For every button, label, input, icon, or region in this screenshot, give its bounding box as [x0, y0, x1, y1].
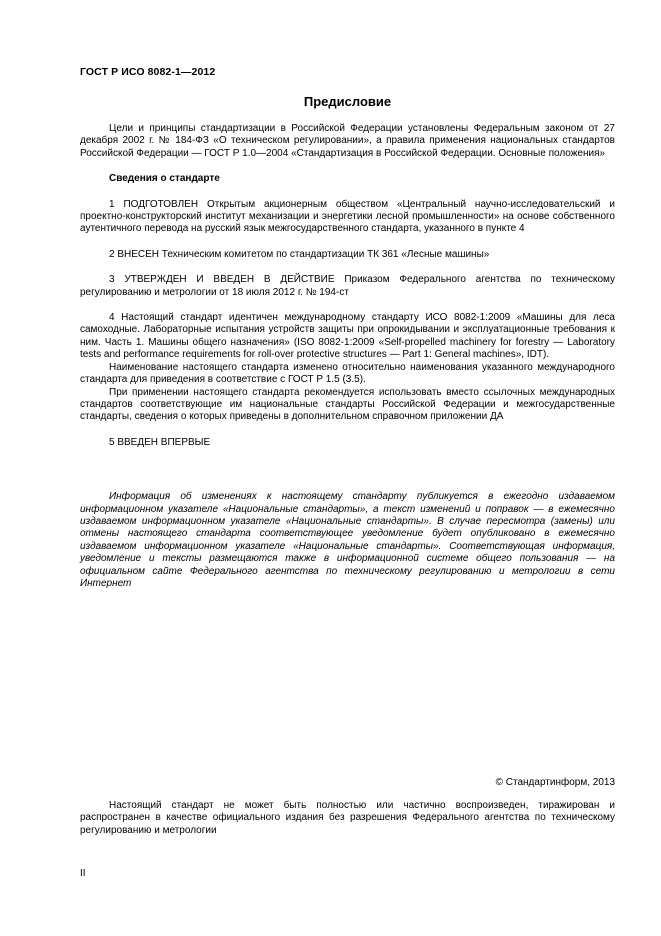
page-number: II: [80, 868, 86, 879]
item-2-paragraph: 2 ВНЕСЕН Техническим комитетом по стандартизации ТК 361 «Лесные машины»: [109, 248, 490, 260]
item-3-paragraph: 3 УТВЕРЖДЕН И ВВЕДЕН В ДЕЙСТВИЕ Приказом Федерального агентства по техническому регулированию и метрологии от 18 июля 2012 г. № 194-ст: [80, 274, 615, 298]
reproduction-notice-paragraph: Настоящий стандарт не может быть полностью или частично воспроизведен, тиражирован и распространен в качестве официального издания без разрешения Федерального агентства по техническому регулированию и метрологии: [80, 800, 615, 836]
page-title: Предисловие: [303, 94, 392, 109]
reproduction-notice: [80, 800, 615, 837]
item-5-paragraph: 5 ВВЕДЕН ВПЕРВЫЕ: [109, 436, 211, 448]
item-1-paragraph: 1 ПОДГОТОВЛЕН Открытым акционерным обществом «Центральный научно-исследовательский и проектно-конструкторский институт механизации и энергетики лесной промышленности» на основе собственного аутентичного перевода на русский язык межгосударственного стандарта, указанного в пункте 4: [80, 198, 615, 235]
intro-paragraph: Цели и принципы стандартизации в Российской Федерации установлены Федеральным законом от 27 декабря 2002 г. № 184-ФЗ «О техническом регулировании», а правила применения национальных стандартов Российской Федерации — ГОСТ Р 1.0—2004 «Стандартизация в Российской Федерации. Основные положения»: [80, 123, 615, 159]
item-4-refs-note: При применении настоящего стандарта рекомендуется использовать вместо ссылочных международных стандартов соответствующие им национальные стандарты Российской Федерации и межгосударственные стандарты, сведения о которых приведены в дополнительном справочном приложении ДА: [80, 386, 615, 423]
about-standard-heading: Сведения о стандарте: [109, 173, 220, 185]
foreword-body: [80, 123, 615, 590]
copyright-line: © Стандартинформ, 2013: [495, 777, 615, 788]
item-4-name-note: Наименование настоящего стандарта изменено относительно наименования указанного международного стандарта для приведения в соответствие с ГОСТ Р 1.5 (3.5).: [80, 361, 615, 386]
standard-code-header: ГОСТ Р ИСО 8082-1—2012: [80, 66, 216, 78]
item-4-paragraph: 4 Настоящий стандарт идентичен международному стандарту ИСО 8082-1:2009 «Машины для леса самоходные. Лабораторные испытания устройств защиты при опрокидывании и эксплуатационные требования к ним. Часть 1. Машины общего назначения» (ISO 8082-1:2009 «Self-propelled machinery for forestry — Laboratory tests and performance requirements for roll-over protective structures — Part 1: General machines», IDT).: [80, 312, 615, 361]
info-notice-paragraph: Информация об изменениях к настоящему стандарту публикуется в ежегодно издаваемом информационном указателе «Национальные стандарты», а текст изменений и поправок — в ежемесячно издаваемом информационном указателе «Национальные стандарты». В случае пересмотра (замены) или отмены настоящего стандарта соответствующее уведомление будет опубликовано в ежемесячно издаваемом информационном указателе «Национальные стандарты». Соответствующая информация, уведомление и тексты размещаются также в информационной системе общего пользования — на официальном сайте Федерального агентства по техническому регулированию и метрологии в сети Интернет: [80, 491, 615, 589]
info-notice-block: [80, 491, 615, 590]
